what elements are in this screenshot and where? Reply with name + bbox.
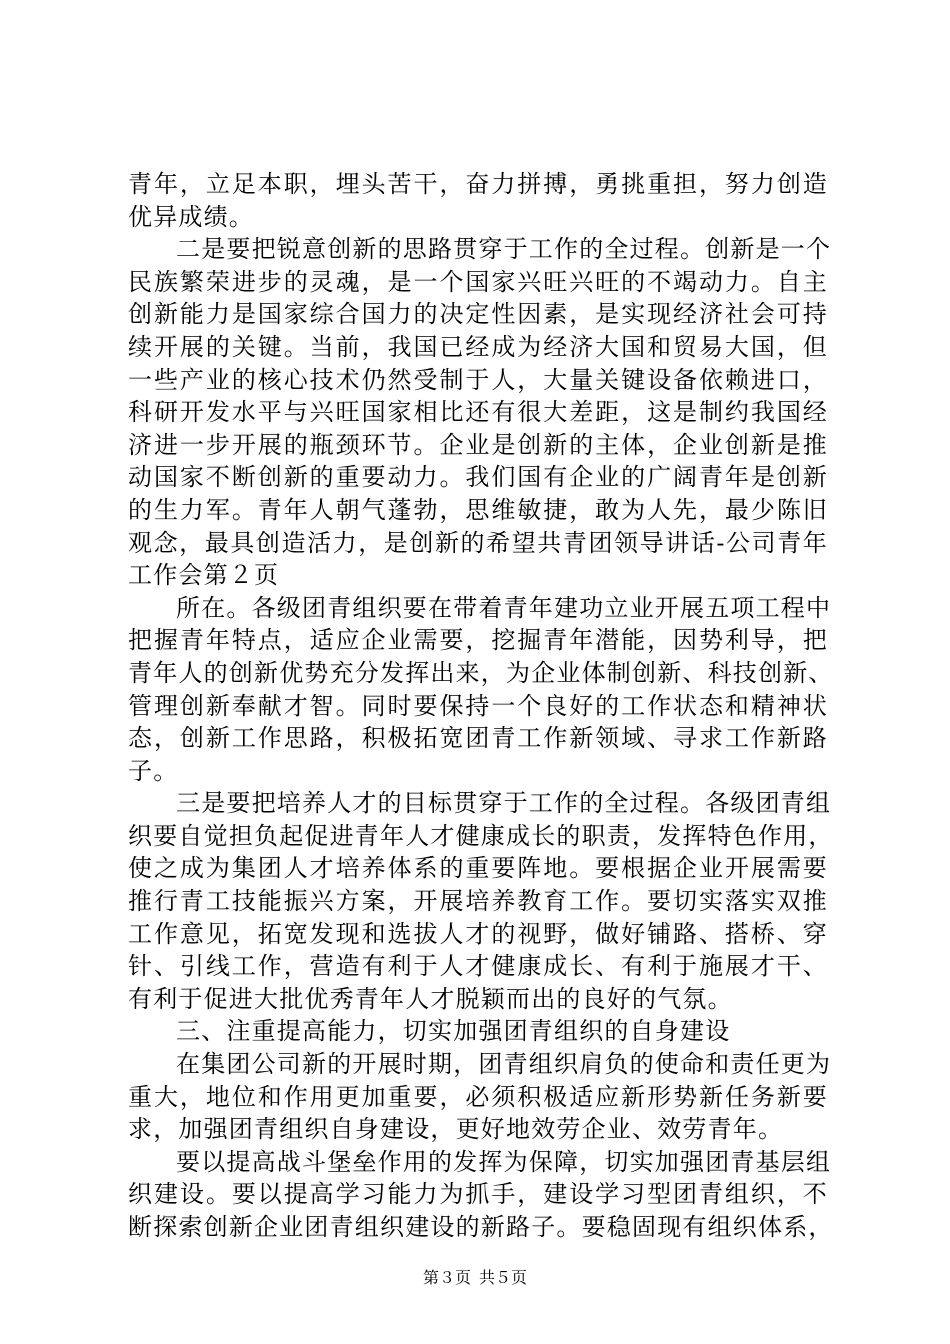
text-line: 三是要把培养人才的目标贯穿于工作的全过程。各级团青组 <box>176 789 832 818</box>
text-line: 要以提高战斗堡垒作用的发挥为保障，切实加强团青基层组 <box>176 1147 832 1176</box>
text-line: 把握青年特点，适应企业需要，挖掘青年潜能，因势利导，把 <box>128 626 828 655</box>
text-line: 织要自觉担负起促进青年人才健康成长的职责，发挥特色作用， <box>128 821 834 850</box>
text-line: 有利于促进大批优秀青年人才脱颖而出的良好的气氛。 <box>128 984 733 1013</box>
text-line: 所在。各级团青组织要在带着青年建功立业开展五项工程中 <box>176 593 832 622</box>
text-line: 观念，最具创造活力，是创新的希望共青团领导讲话-公司青年 <box>128 528 828 557</box>
page-number-current: 第３页 <box>422 1268 471 1287</box>
text-line: 动国家不断创新的重要动力。我们国有企业的广阔青年是创新 <box>128 463 828 492</box>
text-line: 使之成为集团人才培养体系的重要阵地。要根据企业开展需要 <box>128 854 828 883</box>
text-line: 的生力军。青年人朝气蓬勃，思维敏捷，敢为人先，最少陈旧 <box>128 495 828 524</box>
text-line: 态，创新工作思路，积极拓宽团青工作新领域、寻求工作新路 <box>128 724 828 753</box>
text-line: 青年人的创新优势充分发挥出来，为企业体制创新、科技创新、 <box>128 658 834 687</box>
text-line: 民族繁荣进步的灵魂，是一个国家兴旺兴旺的不竭动力。自主 <box>128 267 828 296</box>
text-line: 织建设。要以提高学习能力为抓手，建设学习型团青组织，不 <box>128 1180 828 1209</box>
text-line: 科研开发水平与兴旺国家相比还有很大差距，这是制约我国经 <box>128 398 828 427</box>
text-line: 三、注重提高能力，切实加强团青组织的自身建设 <box>176 1017 731 1046</box>
text-line: 创新能力是国家综合国力的决定性因素，是实现经济社会可持 <box>128 300 828 329</box>
text-line: 青年，立足本职，埋头苦干，奋力拼搏，勇挑重担，努力创造 <box>128 170 828 198</box>
text-line: 推行青工技能振兴方案，开展培养教育工作。要切实落实双推 <box>128 887 828 916</box>
text-line: 在集团公司新的开展时期，团青组织肩负的使命和责任更为 <box>176 1050 832 1079</box>
body-text <box>128 168 834 1244</box>
text-line: 针、引线工作，营造有利于人才健康成长、有利于施展才干、 <box>128 952 828 981</box>
page-number-total: 共５页 <box>479 1268 528 1287</box>
text-line: 续开展的关键。当前，我国已经成为经济大国和贸易大国，但 <box>128 332 828 361</box>
text-line: 求，加强团青组织自身建设，更好地效劳企业、效劳青年。 <box>128 1115 784 1144</box>
text-line: 子。 <box>128 756 179 785</box>
text-line: 优异成绩。 <box>128 202 254 231</box>
text-line: 工作意见，拓宽发现和选拔人才的视野，做好铺路、搭桥、穿 <box>128 919 828 948</box>
text-line: 重大，地位和作用更加重要，必须积极适应新形势新任务新要 <box>128 1082 828 1111</box>
text-line: 一些产业的核心技术仍然受制于人，大量关键设备依赖进口， <box>128 365 828 394</box>
text-line: 二是要把锐意创新的思路贯穿于工作的全过程。创新是一个 <box>176 235 832 264</box>
text-line: 济进一步开展的瓶颈环节。企业是创新的主体，企业创新是推 <box>128 430 828 459</box>
page-footer <box>0 1268 950 1288</box>
text-line: 管理创新奉献才智。同时要保持一个良好的工作状态和精神状 <box>128 691 828 720</box>
text-line: 断探索创新企业团青组织建设的新路子。要稳固现有组织体系， <box>128 1213 834 1241</box>
text-line: 工作会第２页 <box>128 561 280 590</box>
